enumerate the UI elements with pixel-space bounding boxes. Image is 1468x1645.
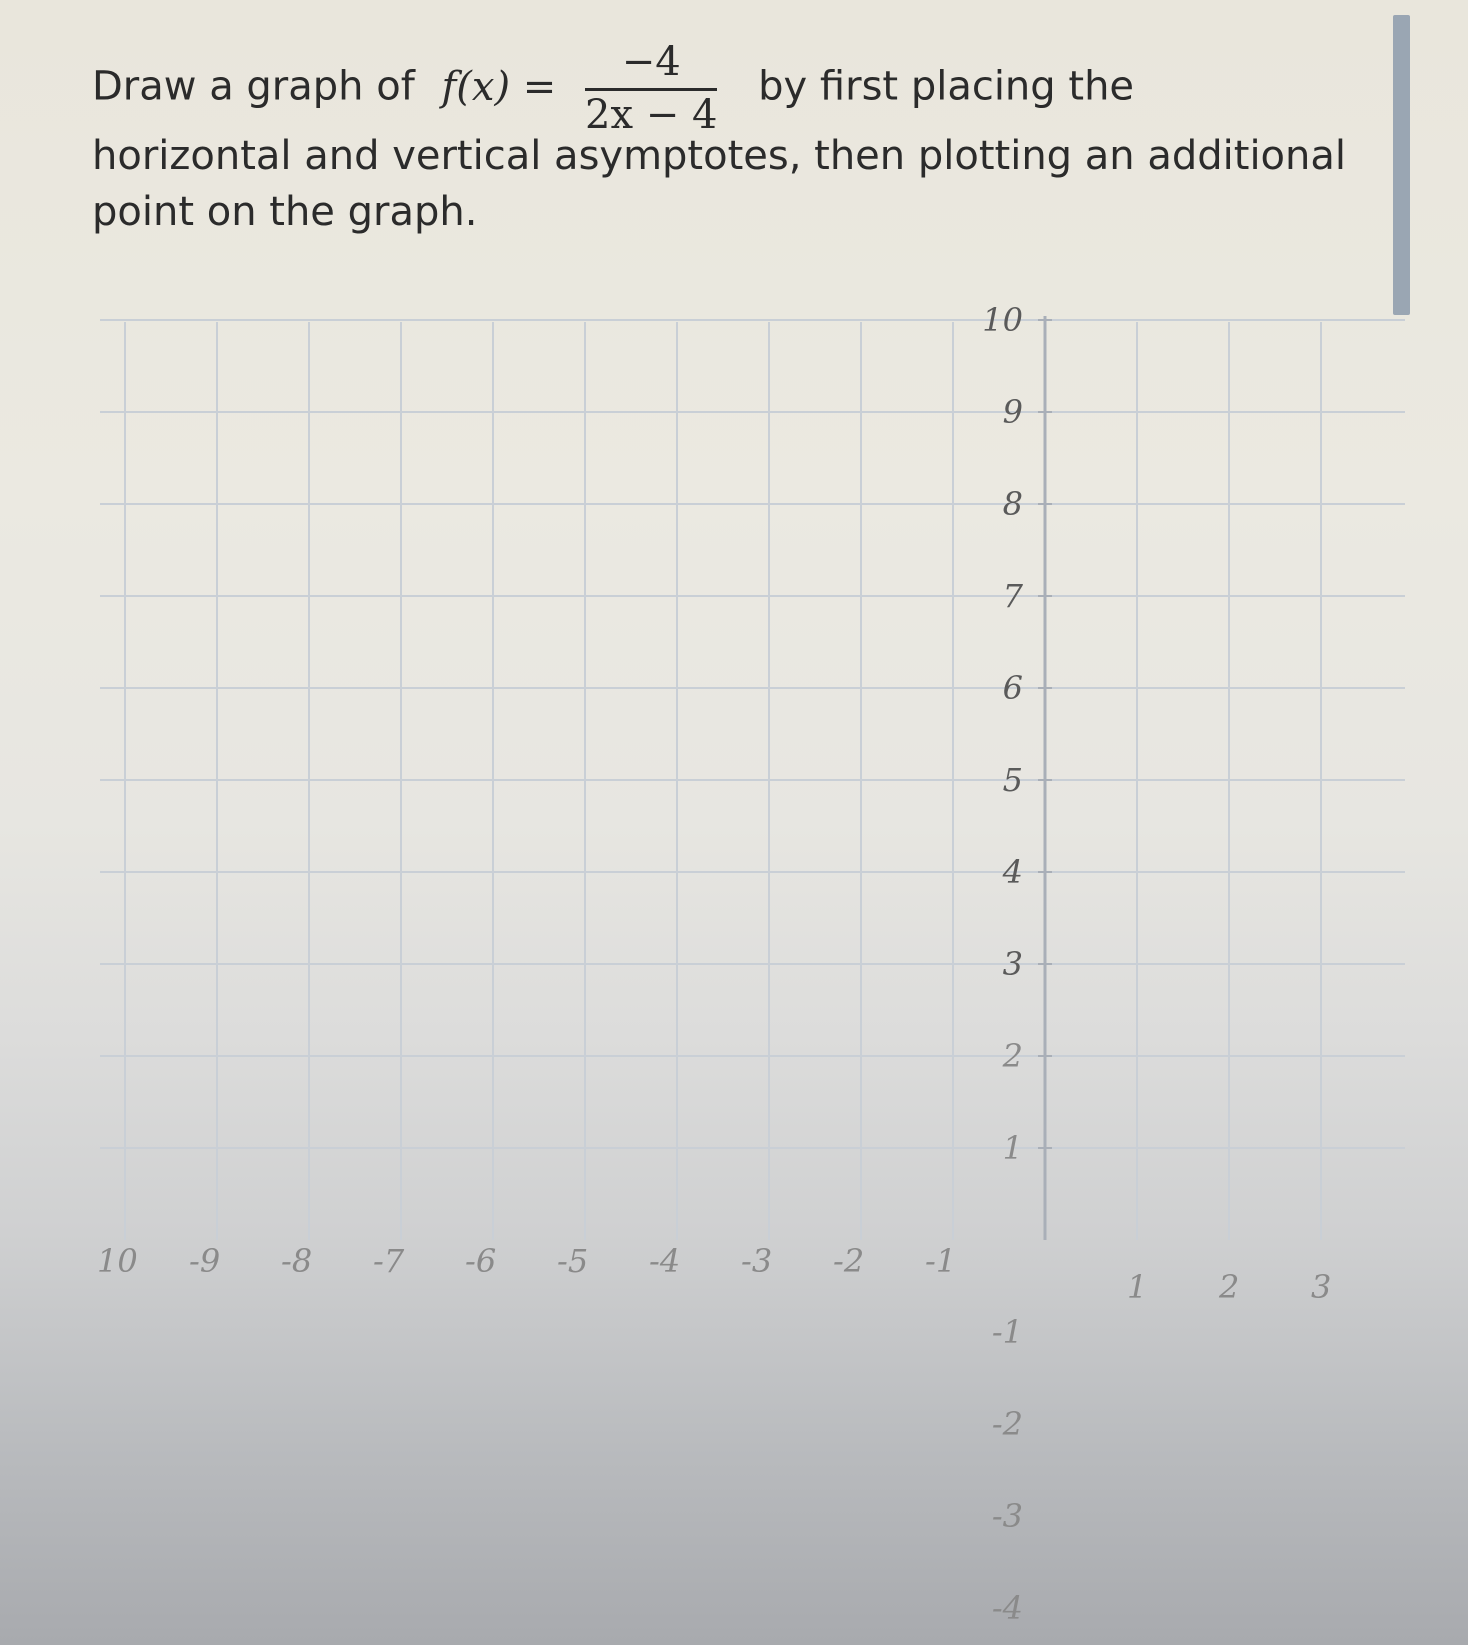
question-prefix: Draw a graph of bbox=[92, 63, 415, 110]
y-tick-label: -4 bbox=[991, 1589, 1023, 1627]
y-tick-label: 1 bbox=[1002, 1129, 1023, 1167]
y-tick-label: 9 bbox=[1002, 393, 1023, 431]
question-line-3: point on the graph. bbox=[92, 189, 478, 235]
x-tick-label: 10 bbox=[97, 1242, 138, 1280]
x-tick-label: 1 bbox=[1127, 1268, 1148, 1306]
x-tick-label: -3 bbox=[741, 1242, 773, 1280]
axes bbox=[1038, 316, 1052, 1240]
y-tick-label: 6 bbox=[1002, 669, 1023, 707]
y-tick-label: 10 bbox=[982, 301, 1023, 339]
y-tick-label: 3 bbox=[1002, 945, 1023, 983]
x-tick-label: -1 bbox=[925, 1242, 957, 1280]
y-tick-label: 8 bbox=[1002, 485, 1023, 523]
function-lhs: f(x) = bbox=[441, 63, 557, 110]
x-tick-label: 2 bbox=[1219, 1268, 1240, 1306]
grid bbox=[100, 320, 1405, 1240]
x-tick-label: -8 bbox=[281, 1242, 313, 1280]
y-tick-label: 7 bbox=[1002, 577, 1023, 615]
y-tick-label: 5 bbox=[1002, 761, 1023, 799]
x-axis-labels bbox=[97, 1242, 1331, 1306]
x-tick-label: -9 bbox=[189, 1242, 221, 1280]
fraction-denominator: 2x − 4 bbox=[585, 92, 718, 138]
x-tick-label: -5 bbox=[557, 1242, 589, 1280]
y-tick-label: 4 bbox=[1002, 853, 1023, 891]
question-suffix: by first placing the bbox=[758, 63, 1135, 110]
x-tick-label: 3 bbox=[1311, 1268, 1332, 1306]
x-tick-label: -2 bbox=[833, 1242, 865, 1280]
y-tick-label: -3 bbox=[991, 1497, 1023, 1535]
x-tick-label: -4 bbox=[649, 1242, 681, 1280]
fraction-numerator: −4 bbox=[585, 40, 717, 91]
y-tick-label: 2 bbox=[1002, 1037, 1023, 1075]
y-tick-label: -2 bbox=[991, 1405, 1023, 1443]
question-line-2: horizontal and vertical asymptotes, then plotting an additional bbox=[92, 133, 1347, 179]
x-tick-label: -7 bbox=[373, 1242, 405, 1280]
x-tick-label: -6 bbox=[465, 1242, 497, 1280]
y-tick-label: -1 bbox=[991, 1313, 1023, 1351]
